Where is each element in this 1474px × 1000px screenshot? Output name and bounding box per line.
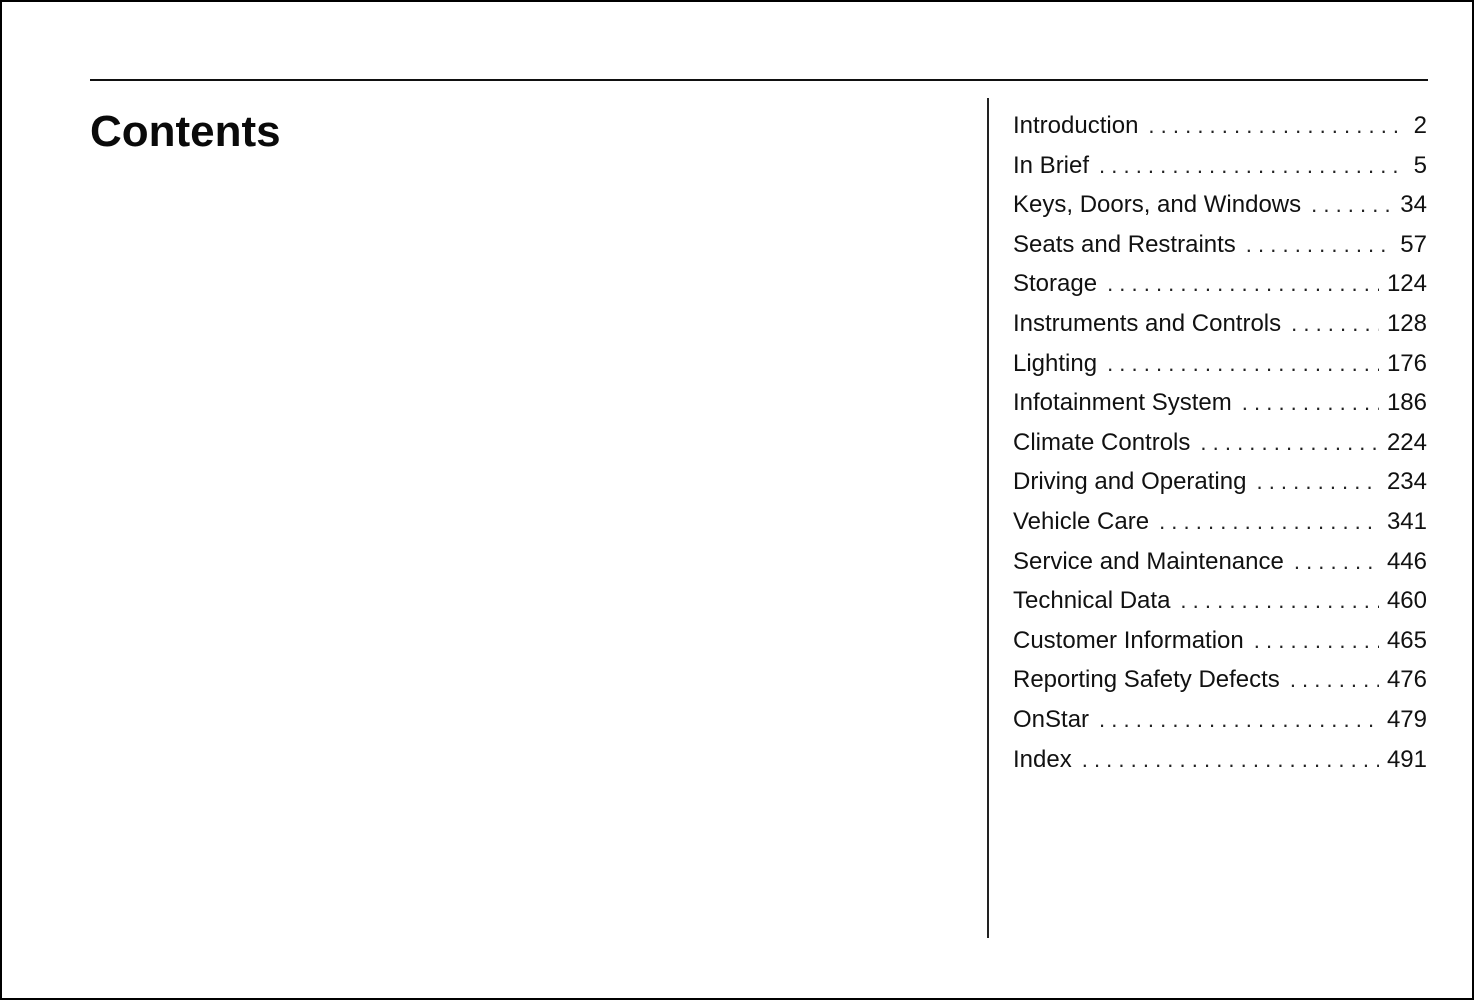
toc-page-number: 446 [1379, 542, 1427, 582]
toc-dot-leader [1159, 502, 1379, 542]
toc-entry-title: Lighting [1013, 344, 1107, 384]
toc-page-number: 341 [1379, 502, 1427, 542]
toc-entry-seats-restraints[interactable] [1013, 225, 1427, 265]
toc-entry-onstar[interactable] [1013, 700, 1427, 740]
toc-page-number: 5 [1406, 146, 1427, 186]
toc-entry-infotainment-system[interactable] [1013, 383, 1427, 423]
page-title: Contents [90, 107, 281, 156]
toc-entry-title: Climate Controls [1013, 423, 1200, 463]
toc-page-number: 234 [1379, 462, 1427, 502]
toc-entry-title: Storage [1013, 264, 1107, 304]
toc-entry-title: Keys, Doors, and Windows [1013, 185, 1311, 225]
toc-entry-title: Service and Maintenance [1013, 542, 1294, 582]
toc-entry-lighting[interactable] [1013, 344, 1427, 384]
toc-entry-title: Instruments and Controls [1013, 304, 1291, 344]
toc-dot-leader [1082, 740, 1379, 780]
toc-page-number: 2 [1406, 106, 1427, 146]
toc-dot-leader [1148, 106, 1405, 146]
toc-dot-leader [1254, 621, 1379, 661]
toc-entry-title: In Brief [1013, 146, 1099, 186]
toc-entry-title: Technical Data [1013, 581, 1180, 621]
toc-page-number: 57 [1392, 225, 1427, 265]
toc-page-number: 476 [1379, 660, 1427, 700]
toc-entry-title: Customer Information [1013, 621, 1254, 661]
toc-page-number: 124 [1379, 264, 1427, 304]
toc-entry-title: Infotainment System [1013, 383, 1242, 423]
toc-entry-title: Introduction [1013, 106, 1148, 146]
top-rule [90, 79, 1428, 81]
toc-page-number: 465 [1379, 621, 1427, 661]
toc-page-number: 186 [1379, 383, 1427, 423]
table-of-contents [1013, 106, 1427, 779]
toc-dot-leader [1180, 581, 1379, 621]
toc-entry-title: Reporting Safety Defects [1013, 660, 1290, 700]
toc-entry-vehicle-care[interactable] [1013, 502, 1427, 542]
toc-entry-in-brief[interactable] [1013, 146, 1427, 186]
toc-entry-title: Vehicle Care [1013, 502, 1159, 542]
toc-entry-technical-data[interactable] [1013, 581, 1427, 621]
toc-page-number: 34 [1392, 185, 1427, 225]
toc-page-number: 176 [1379, 344, 1427, 384]
toc-entry-instruments-controls[interactable] [1013, 304, 1427, 344]
toc-entry-reporting-safety-defects[interactable] [1013, 660, 1427, 700]
toc-dot-leader [1294, 542, 1379, 582]
toc-page-number: 224 [1379, 423, 1427, 463]
toc-entry-storage[interactable] [1013, 264, 1427, 304]
toc-dot-leader [1200, 423, 1379, 463]
toc-dot-leader [1290, 660, 1379, 700]
toc-dot-leader [1291, 304, 1379, 344]
toc-entry-driving-operating[interactable] [1013, 462, 1427, 502]
toc-dot-leader [1107, 344, 1379, 384]
column-divider [987, 98, 989, 938]
toc-entry-climate-controls[interactable] [1013, 423, 1427, 463]
toc-entry-keys-doors-windows[interactable] [1013, 185, 1427, 225]
toc-entry-title: Index [1013, 740, 1082, 780]
toc-dot-leader [1256, 462, 1378, 502]
toc-dot-leader [1099, 700, 1379, 740]
toc-page-number: 479 [1379, 700, 1427, 740]
toc-dot-leader [1107, 264, 1379, 304]
toc-entry-title: Driving and Operating [1013, 462, 1256, 502]
toc-page-number: 460 [1379, 581, 1427, 621]
toc-dot-leader [1099, 146, 1406, 186]
toc-entry-title: OnStar [1013, 700, 1099, 740]
toc-entry-service-maintenance[interactable] [1013, 542, 1427, 582]
toc-entry-title: Seats and Restraints [1013, 225, 1246, 265]
toc-page-number: 491 [1379, 740, 1427, 780]
toc-page-number: 128 [1379, 304, 1427, 344]
toc-dot-leader [1311, 185, 1392, 225]
toc-entry-index[interactable] [1013, 740, 1427, 780]
toc-dot-leader [1242, 383, 1379, 423]
toc-entry-customer-information[interactable] [1013, 621, 1427, 661]
toc-dot-leader [1246, 225, 1393, 265]
toc-entry-introduction[interactable] [1013, 106, 1427, 146]
